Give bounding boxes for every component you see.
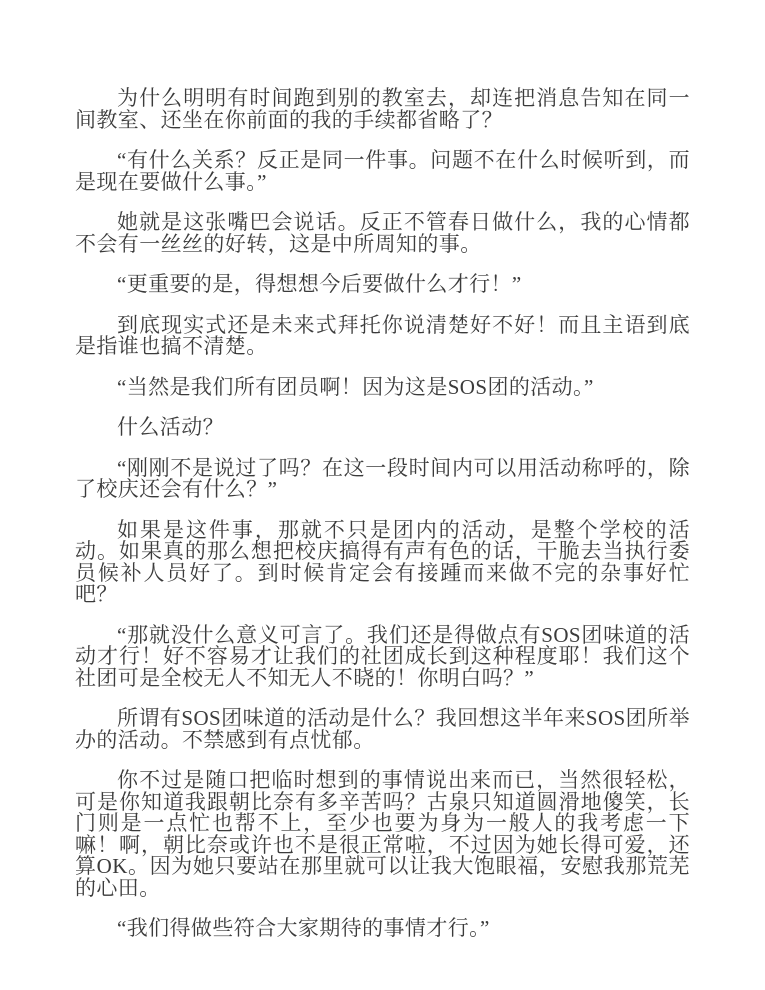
paragraph: “有什么关系？反正是同一件事。问题不在什么时候听到，而是现在要做什么事。”	[75, 148, 690, 194]
paragraph: 你不过是随口把临时想到的事情说出来而已，当然很轻松，可是你知道我跟朝比奈有多辛苦吗？古泉只知道圆滑地傻笑，长门则是一点忙也帮不上，至少也要为身为一般人的我考虑一下嘛！啊，朝比奈或许也不是很正常啦，不过因为她长得可爱，还算OK。因为她只要站在那里就可以让我大饱眼福，安慰我那荒芜的心田。	[75, 768, 690, 900]
paragraph: 她就是这张嘴巴会说话。反正不管春日做什么，我的心情都不会有一丝丝的好转，这是中所周知的事。	[75, 210, 690, 256]
paragraph: “当然是我们所有团员啊！因为这是SOS团的活动。”	[117, 374, 594, 399]
paragraph: “我们得做些符合大家期待的事情才行。”	[117, 916, 490, 940]
document-text	[75, 88, 690, 940]
paragraph: 什么活动？	[117, 415, 224, 439]
paragraph: 所谓有SOS团味道的活动是什么？我回想这半年来SOS团所举办的活动。不禁感到有点忧郁。	[75, 706, 690, 752]
paragraph: “那就没什么意义可言了。我们还是得做点有SOS团味道的活动才行！好不容易才让我们的社团成长到这种程度耶！我们这个社团可是全校无人不知无人不晓的！你明白吗？”	[75, 622, 690, 690]
paragraph: “更重要的是，得想想今后要做什么才行！”	[117, 272, 522, 296]
paragraph: 如果是这件事，那就不只是团内的活动，是整个学校的活动。如果真的那么想把校庆搞得有声有色的话，干脆去当执行委员候补人员好了。到时候肯定会有接踵而来做不完的杂事好忙吧？	[75, 517, 690, 606]
paragraph: 到底现实式还是未来式拜托你说清楚好不好！而且主语到底是指谁也搞不清楚。	[75, 312, 690, 358]
paragraph: “刚刚不是说过了吗？在这一段时间内可以用活动称呼的，除了校庆还会有什么？”	[75, 455, 690, 501]
paragraph: 为什么明明有时间跑到别的教室去，却连把消息告知在同一间教室、还坐在你前面的我的手续都省略了？	[75, 86, 690, 132]
